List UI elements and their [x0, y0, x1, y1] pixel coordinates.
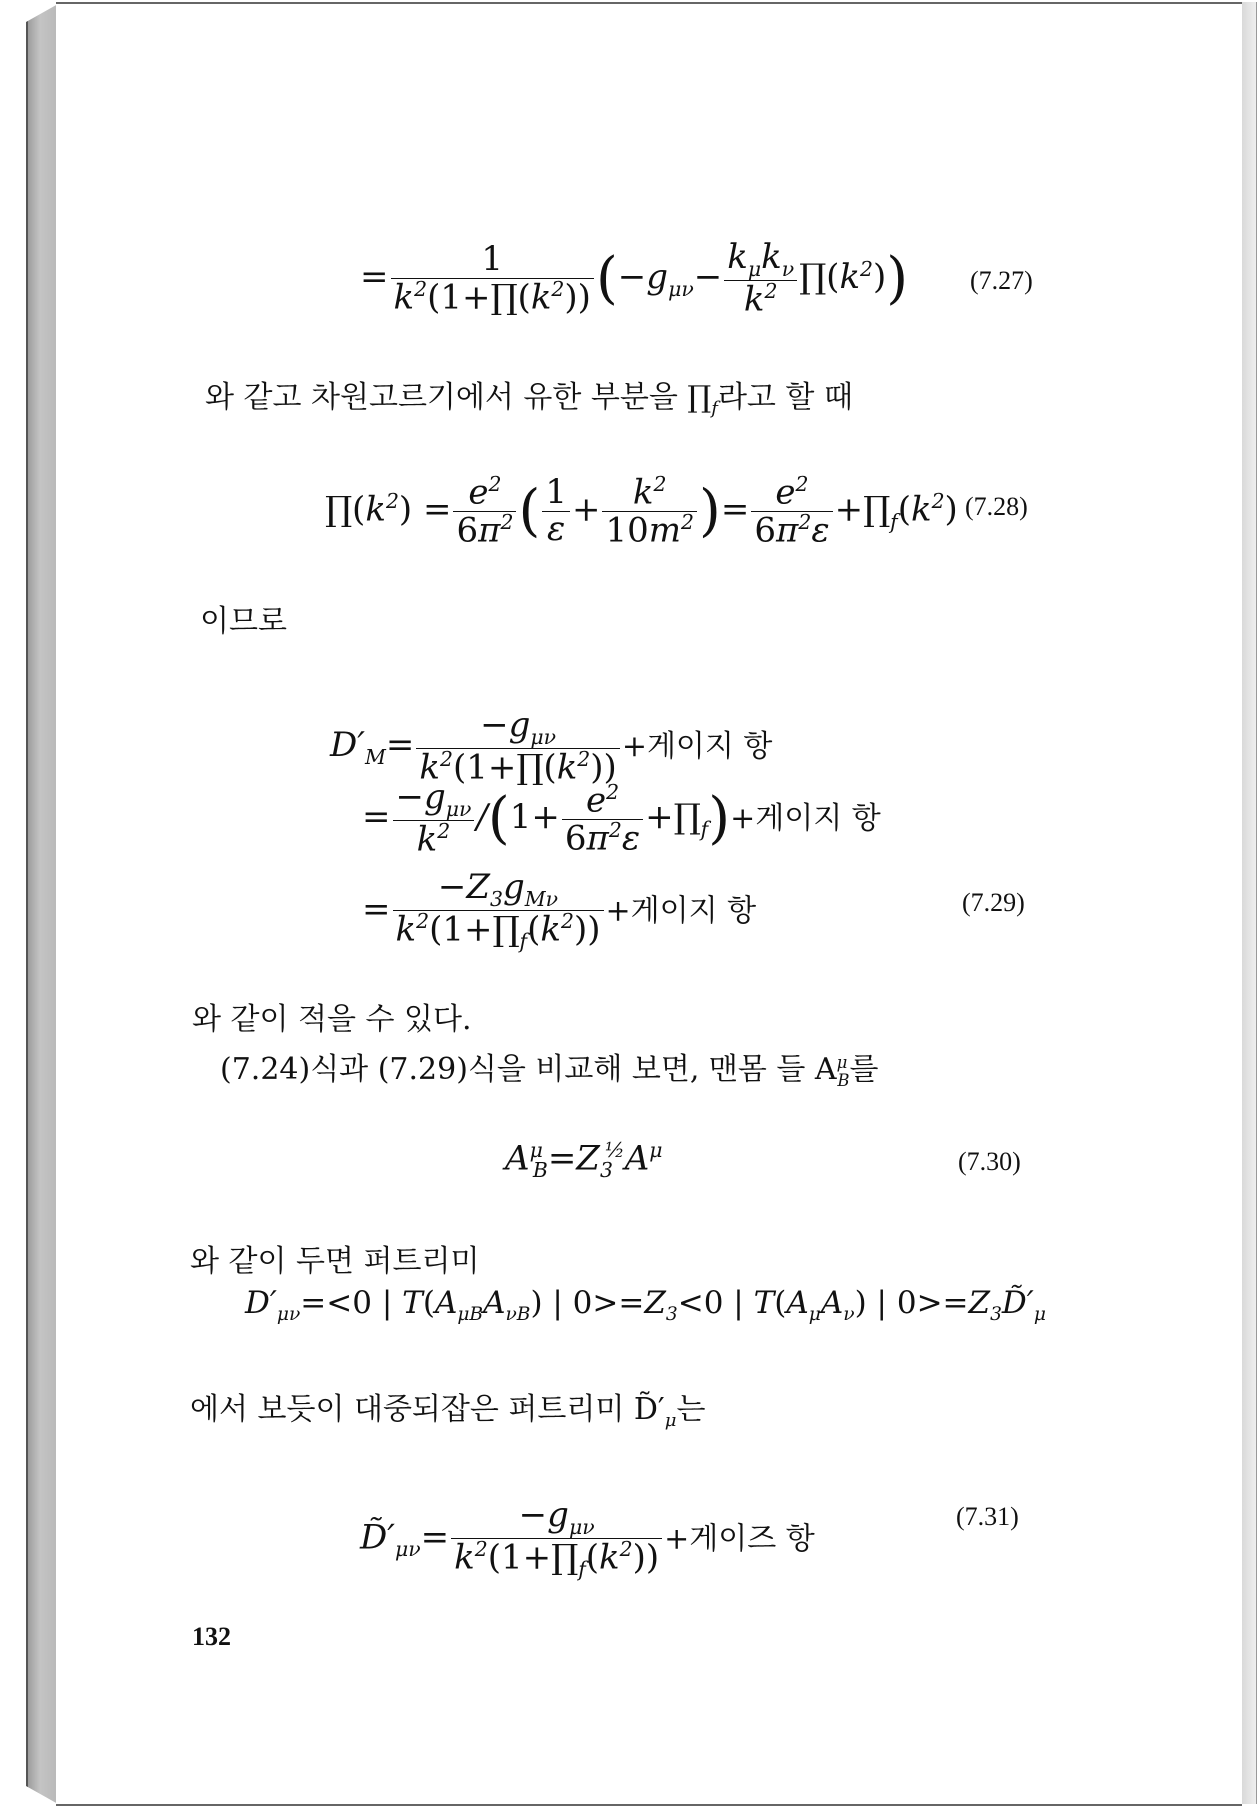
text-line: 이므로 [200, 604, 287, 639]
page-number: 132 [192, 1622, 231, 1651]
equation-number: (7.31) [956, 1502, 1019, 1531]
page-edge [1242, 2, 1257, 1804]
text-line: 와 같고 차원고르기에서 유한 부분을 $\prod_f$라고 할 때 [205, 380, 853, 419]
equation-7-28: $\prod(k^2)$ = $\frac{e^2}{6\pi^2}$ ( $\frac{1}{\varepsilon}$ + $\frac{k^2}{10m^2}$ )= $\frac{e^2}{6\pi^2\varepsilon}$ $+\prod_f(k^2)$ [325, 472, 958, 551]
equation-7-27: = $\frac{1}{k^2(1+\prod(k^2))}$ ($-g_{\mu\nu}-$ $\frac{k_\mu k_\nu}{k^2}$ $\prod(k^2)$) [360, 237, 909, 320]
equation-number: (7.28) [965, 492, 1028, 521]
equation-number: (7.30) [958, 1147, 1021, 1176]
equation-7-29-line-3: = $\frac{-Z_3g_{M\nu}}{k^2(1+\prod_f(k^2))}$ +게이지 항 [362, 867, 757, 954]
book-spine [26, 4, 58, 1804]
equation-7-30: $A^\mu_B=Z_3^{\frac{1}{2}}A^\mu$ [505, 1138, 663, 1183]
text-line: (7.24)식과 (7.29)식을 비교해 보면, 맨몸 들 $A^\mu_B$를 [220, 1052, 879, 1090]
text-line: 와 같이 적을 수 있다. [192, 1002, 472, 1037]
text-line: 에서 보듯이 대중되잡은 퍼트리미 $D̃'_\mu$는 [190, 1392, 706, 1431]
equation-propagator-relation: $D'_{\mu\nu}=<0$ | $T(A_{\mu B}A_{\nu B})$ | $0>=Z_3<0$ | $T(A_\mu A_\nu)$ | $0>=Z_3D̃'_\mu$ [245, 1285, 1046, 1326]
equation-7-29-line-1: $D'_M=$ $\frac{-g_{\mu\nu}}{k^2(1+\prod(k^2))}$ +게이지 항 [330, 705, 773, 788]
equation-number: (7.27) [970, 266, 1033, 295]
equation-7-31: $D̃'_{\mu\nu}=$ $\frac{-g_{\mu\nu}}{k^2(1+\prod_f(k^2))}$ +게이즈 항 [360, 1495, 815, 1582]
text-line: 와 같이 두면 퍼트리미 [190, 1244, 480, 1279]
equation-number: (7.29) [962, 888, 1025, 917]
equation-7-29-line-2: = $\frac{-g_{\mu\nu}}{k^2}$ /(1+ $\frac{e^2}{6\pi^2\varepsilon}$ $+\prod_f)+$게이지 항 [362, 777, 881, 860]
